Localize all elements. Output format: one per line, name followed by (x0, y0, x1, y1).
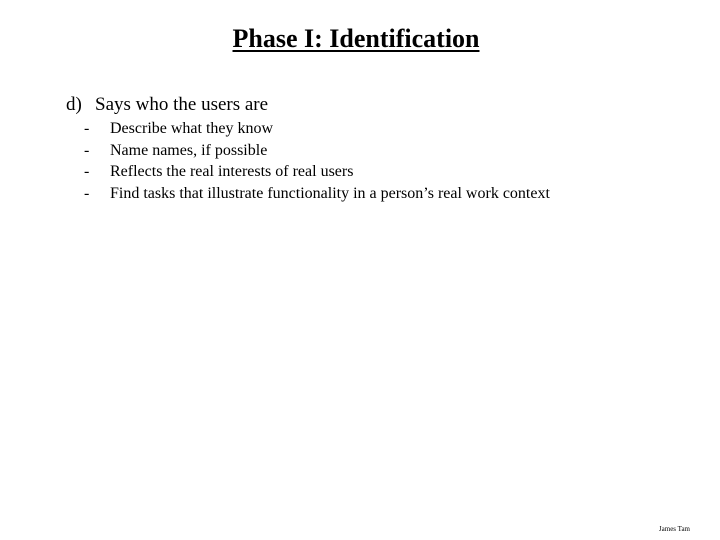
dash-bullet: - (84, 141, 90, 159)
sub-point-text: Reflects the real interests of real users (110, 163, 354, 180)
sub-point-text: Name names, if possible (110, 141, 268, 159)
footer-credit: James Tam (658, 525, 690, 533)
dash-bullet: - (84, 184, 90, 202)
main-point-text: Says who the users are (95, 94, 269, 115)
sub-point-item (84, 140, 550, 162)
slide-title: Phase I: Identification (232, 24, 480, 53)
sub-point-item (84, 161, 550, 183)
sub-point-list (84, 118, 550, 204)
sub-point-text: Find tasks that illustrate functionality in a person’s real work context (110, 184, 550, 202)
sub-point-item (84, 118, 550, 140)
sub-point-item (84, 183, 550, 205)
dash-bullet: - (84, 163, 90, 180)
sub-point-text: Describe what they know (110, 120, 274, 137)
dash-bullet: - (84, 120, 90, 137)
main-point-marker: d) (66, 94, 82, 115)
main-point (66, 93, 268, 117)
